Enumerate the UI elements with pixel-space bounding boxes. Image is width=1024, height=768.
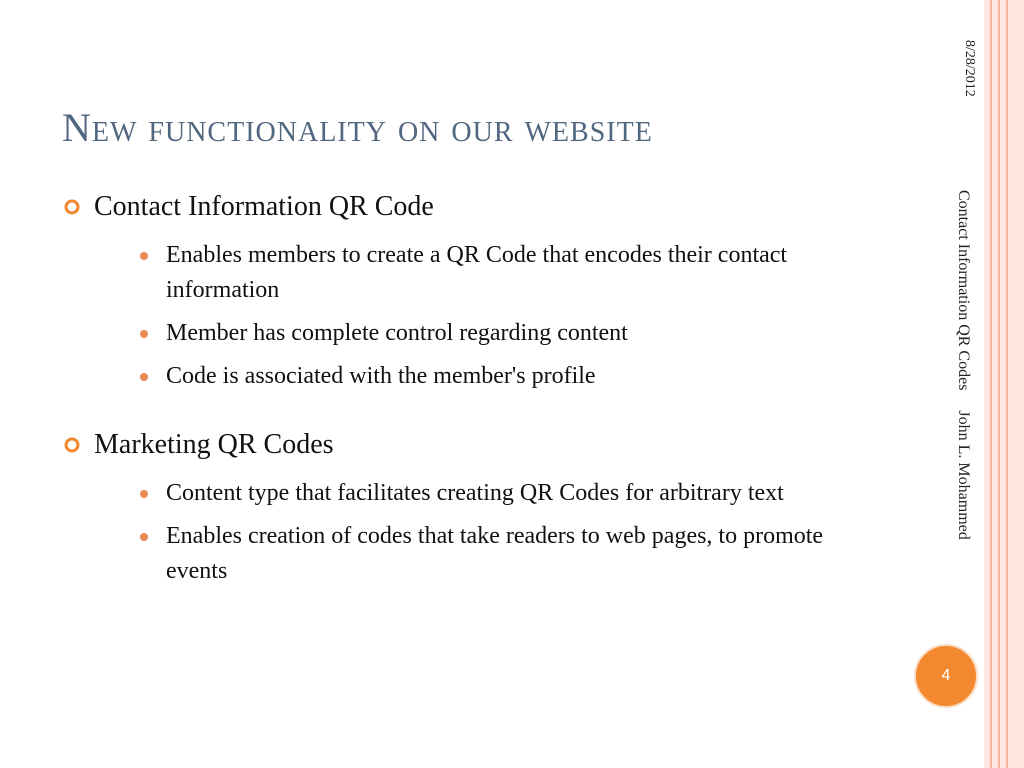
sub-bullet-list xyxy=(94,476,862,589)
page-number-badge xyxy=(914,644,978,708)
bullet-contact-info xyxy=(62,190,862,394)
page-number: 4 xyxy=(941,667,951,684)
sub-bullet xyxy=(94,519,862,589)
bullet-label: Marketing QR Codes xyxy=(94,429,334,460)
right-border xyxy=(984,0,1024,768)
bullet-marketing xyxy=(62,428,862,589)
sub-bullet xyxy=(94,476,862,511)
dot-bullet-icon xyxy=(140,373,148,381)
sub-bullet xyxy=(94,238,862,308)
sub-bullet-text: Member has complete control regarding content xyxy=(166,320,628,346)
border-stripe xyxy=(998,0,1000,768)
slide-body xyxy=(62,190,862,597)
sub-bullet-list xyxy=(94,238,862,394)
sub-bullet-text: Enables creation of codes that take readers to web pages, to promote events xyxy=(166,523,824,584)
slide-title: New functionality on our website xyxy=(62,105,653,150)
sub-bullet xyxy=(94,359,862,394)
sub-bullet-text: Enables members to create a QR Code that encodes their contact information xyxy=(166,242,788,303)
sub-bullet-text: Content type that facilitates creating QR Codes for arbitrary text xyxy=(166,480,784,506)
dot-bullet-icon xyxy=(140,252,148,260)
border-stripe xyxy=(990,0,992,768)
circle-bullet-icon xyxy=(64,199,80,215)
dot-bullet-icon xyxy=(140,330,148,338)
slide-date: 8/28/2012 xyxy=(962,40,977,97)
bullet-label: Contact Information QR Code xyxy=(94,191,434,222)
circle-bullet-icon xyxy=(64,437,80,453)
dot-bullet-icon xyxy=(140,533,148,541)
border-stripe xyxy=(1006,0,1008,768)
sub-bullet-text: Code is associated with the member's profile xyxy=(166,363,596,389)
sub-bullet xyxy=(94,316,862,351)
dot-bullet-icon xyxy=(140,490,148,498)
slide-footer: Contact Information QR Codes John L. Mohammed xyxy=(955,190,972,540)
